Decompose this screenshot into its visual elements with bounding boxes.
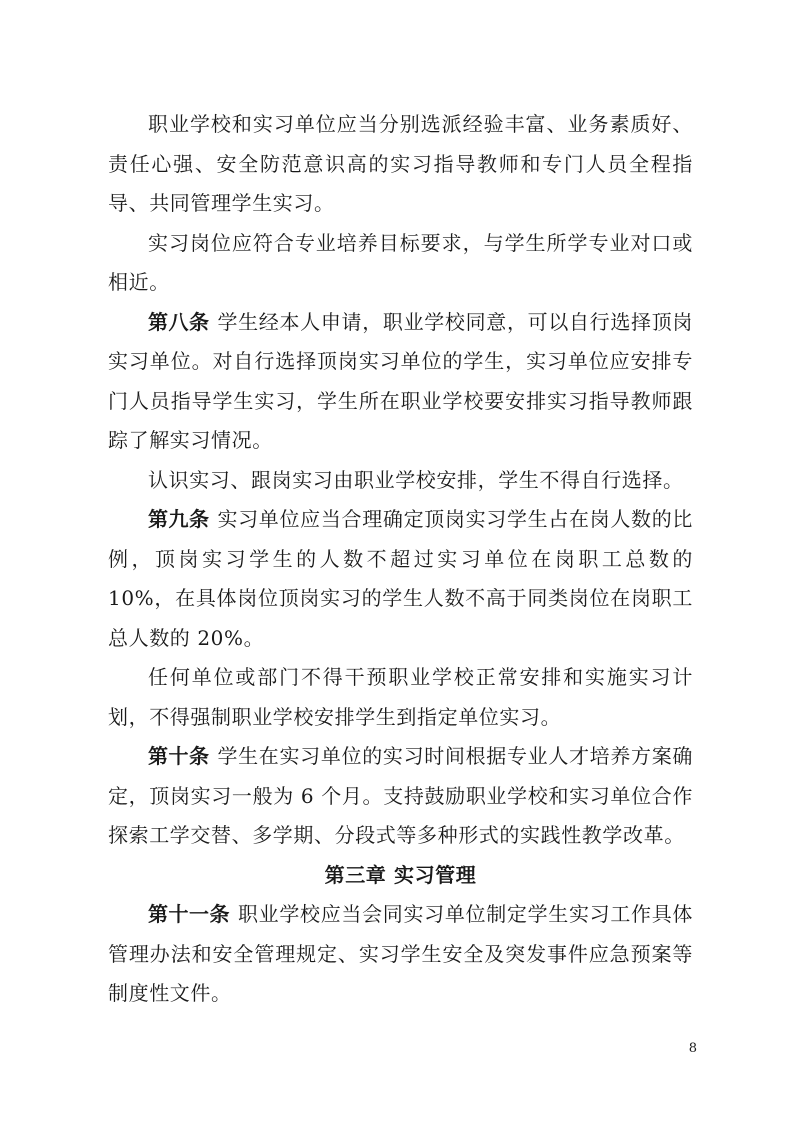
paragraph-text: 职业学校应当会同实习单位制定学生实习工作具体管理办法和安全管理规定、实习学生安全及突发事件应急预案等制度性文件。 xyxy=(108,902,693,1005)
paragraph-text: 学生经本人申请，职业学校同意，可以自行选择顶岗实习单位。对自行选择顶岗实习单位的学生，实习单位应安排专门人员指导学生实习，学生所在职业学校要安排实习指导教师跟踪了解实习情况。 xyxy=(108,309,693,452)
chapter-heading: 第三章 实习管理 xyxy=(324,862,477,887)
paragraph xyxy=(108,658,693,737)
paragraph xyxy=(108,461,693,501)
article-heading: 第九条 xyxy=(148,507,210,531)
article-heading: 第十一条 xyxy=(148,902,230,926)
paragraph xyxy=(108,224,693,303)
page-number: 8 xyxy=(688,1041,697,1056)
paragraph-text: 任何单位或部门不得干预职业学校正常安排和实施实习计划，不得强制职业学校安排学生到指定单位实习。 xyxy=(108,665,693,729)
article-11-paragraph xyxy=(108,895,693,1014)
paragraph-text: 职业学校和实习单位应当分别选派经验丰富、业务素质好、责任心强、安全防范意识高的实习指导教师和专门人员全程指导、共同管理学生实习。 xyxy=(108,112,693,215)
paragraph-text: 认识实习、跟岗实习由职业学校安排，学生不得自行选择。 xyxy=(148,467,684,492)
document-body xyxy=(108,105,693,1014)
article-9-paragraph xyxy=(108,500,693,658)
article-10-paragraph xyxy=(108,737,693,856)
paragraph-text: 实习岗位应符合专业培养目标要求，与学生所学专业对口或相近。 xyxy=(108,230,693,294)
paragraph-text: 学生在实习单位的实习时间根据专业人才培养方案确定，顶岗实习一般为 6 个月。支持鼓励职业学校和实习单位合作探索工学交替、多学期、分段式等多种形式的实践性教学改革。 xyxy=(108,744,693,847)
article-heading: 第十条 xyxy=(148,744,210,768)
paragraph-text: 实习单位应当合理确定顶岗实习学生占在岗人数的比例，顶岗实习学生的人数不超过实习单位在岗职工总数的 10%，在具体岗位顶岗实习的学生人数不高于同类岗位在岗职工总人数的 20%。 xyxy=(108,507,693,650)
article-heading: 第八条 xyxy=(148,309,210,334)
paragraph xyxy=(108,105,693,224)
article-8-paragraph xyxy=(108,303,693,461)
